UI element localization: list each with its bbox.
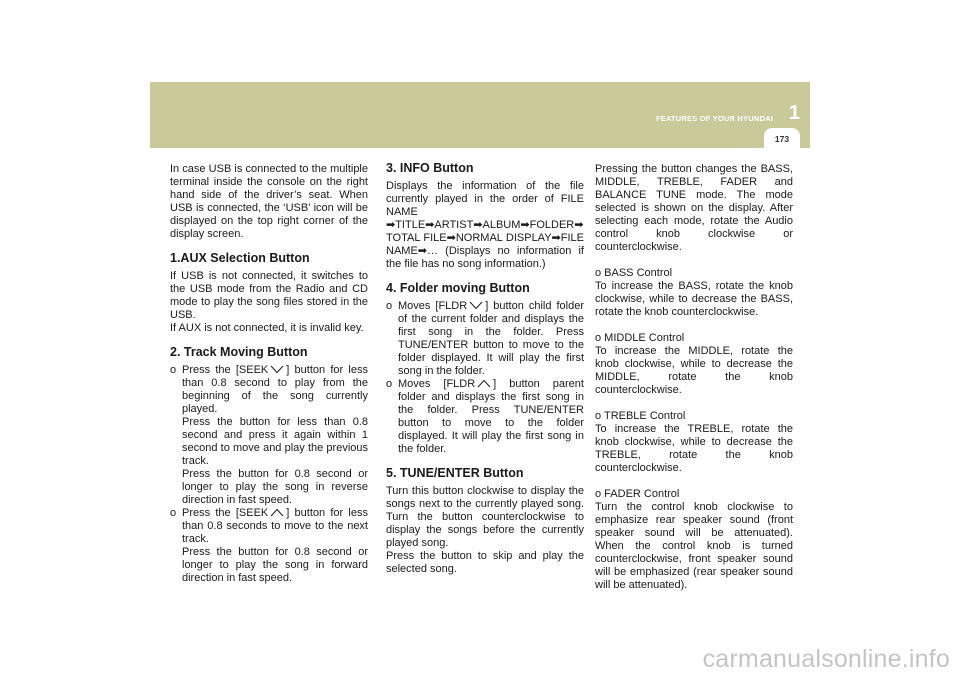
usb-intro-paragraph: In case USB is connected to the multiple terminal inside the console on the right hand side of the driver’s seat. When USB is connected, the ‘USB’ icon will be displayed on the top right corner of the display screen. [170,163,368,240]
track-moving-heading: 2. Track Moving Button [170,345,308,359]
chevron-up-icon [270,508,284,517]
aux-paragraph-1: If USB is not connected, it switches to the USB mode from the Radio and CD mode to play the song files stored in the USB. [170,270,368,321]
aux-paragraph-2: If AUX is not connected, it is invalid key. [170,322,364,334]
seek-down-bullet [170,364,368,507]
folder-down-text-b: ] button child folder of the current folder and displays the first song in the folder. Press TUNE/ENTER button to move to the folder displayed. It will play the first song in the folder. [398,300,584,377]
bass-control-text: To increase the BASS, rotate the knob clockwise, while to decrease the BASS, rotate the knob counterclockwise. [595,280,793,318]
folder-up-text-b: ] button parent folder and displays the first song in the folder. Press TUNE/ENTER button to move to the folder displayed. It will play the first song in the folder. [398,378,584,455]
folder-moving-heading: 4. Folder moving Button [386,281,530,295]
folder-down-bullet [386,300,584,378]
fader-control-text: Turn the control knob clockwise to emphasize rear speaker sound (front speaker sound will be attenuated). When the control knob is turned counterclockwise, front speaker sound will be emphasized (rear speaker sound will be attenuated). [595,501,793,591]
tune-paragraph-2: Press the button to skip and play the selected song. [386,550,584,575]
watermark-brand[interactable]: carmanualsonline.info [702,645,950,673]
chevron-up-icon [477,379,491,388]
page-number-tab [764,128,800,148]
bullet-marker: o [386,378,393,390]
tune-paragraph-1: Turn this button clockwise to display the songs next to the currently played song. Turn the button counterclockwise to display the songs before the currently played song. [386,485,584,549]
seek-up-bullet [170,507,368,585]
chapter-number: 1 [788,102,800,124]
page-number: 173 [774,134,790,144]
bullet-marker: o [170,364,177,376]
seek-up-text-a: Press the [SEEK [182,507,269,519]
treble-control-text: To increase the TREBLE, rotate the knob clockwise, while to decrease the TREBLE, rotate the knob counterclockwise. [595,423,793,474]
chevron-down-icon [270,365,284,374]
info-button-heading: 3. INFO Button [386,161,474,175]
text-column-middle [386,161,584,576]
chevron-down-icon [469,301,483,310]
folder-up-text-a: Moves [FLDR [398,378,476,390]
treble-control-title: o TREBLE Control [595,410,686,422]
bullet-marker: o [386,300,393,312]
bullet-marker: o [170,507,177,519]
section-title: FEATURES OF YOUR HYUNDAI [655,114,773,123]
text-column-right [595,163,793,592]
tune-enter-heading: 5. TUNE/ENTER Button [386,466,524,480]
text-column-left [170,163,368,585]
tone-intro-paragraph: Pressing the button changes the BASS, MIDDLE, TREBLE, FADER and BALANCE TUNE mode. The mode selected is shown on the display. After selecting each mode, rotate the Audio control knob clockwise or counterclockwise. [595,163,793,253]
seek-down-text-c: Press the button for less than 0.8 second and press it again within 1 second to move and play the previous track. [182,416,368,467]
seek-up-text-c: Press the button for 0.8 second or longer to play the song in forward direction in fast speed. [182,546,368,584]
chapter-header-band [150,82,810,148]
middle-control-text: To increase the MIDDLE, rotate the knob clockwise, while to decrease the MIDDLE, rotate the knob counterclockwise. [595,345,793,396]
folder-up-bullet [386,378,584,456]
folder-down-text-a: Moves [FLDR [398,300,468,312]
seek-up-text-b: ] button for less than 0.8 seconds to move to the next track. [182,507,368,545]
middle-control-title: o MIDDLE Control [595,332,685,344]
seek-down-text-a: Press the [SEEK [182,364,269,376]
seek-down-text-d: Press the button for 0.8 second or longer to play the song in reverse direction in fast speed. [182,468,368,506]
fader-control-title: o FADER Control [595,488,680,500]
aux-selection-heading: 1.AUX Selection Button [170,251,310,265]
info-paragraph: Displays the information of the file currently played in the order of FILE NAME ➡TITLE➡ARTIST➡ALBUM➡FOLDER➡ TOTAL FILE➡NORMAL DISPLAY➡FILE NAME➡… (Displays no information if the file has no song information.) [386,180,584,270]
bass-control-title: o BASS Control [595,267,673,279]
seek-down-text-b: ] button for less than 0.8 second to play from the beginning of the song currently played. [182,364,368,415]
